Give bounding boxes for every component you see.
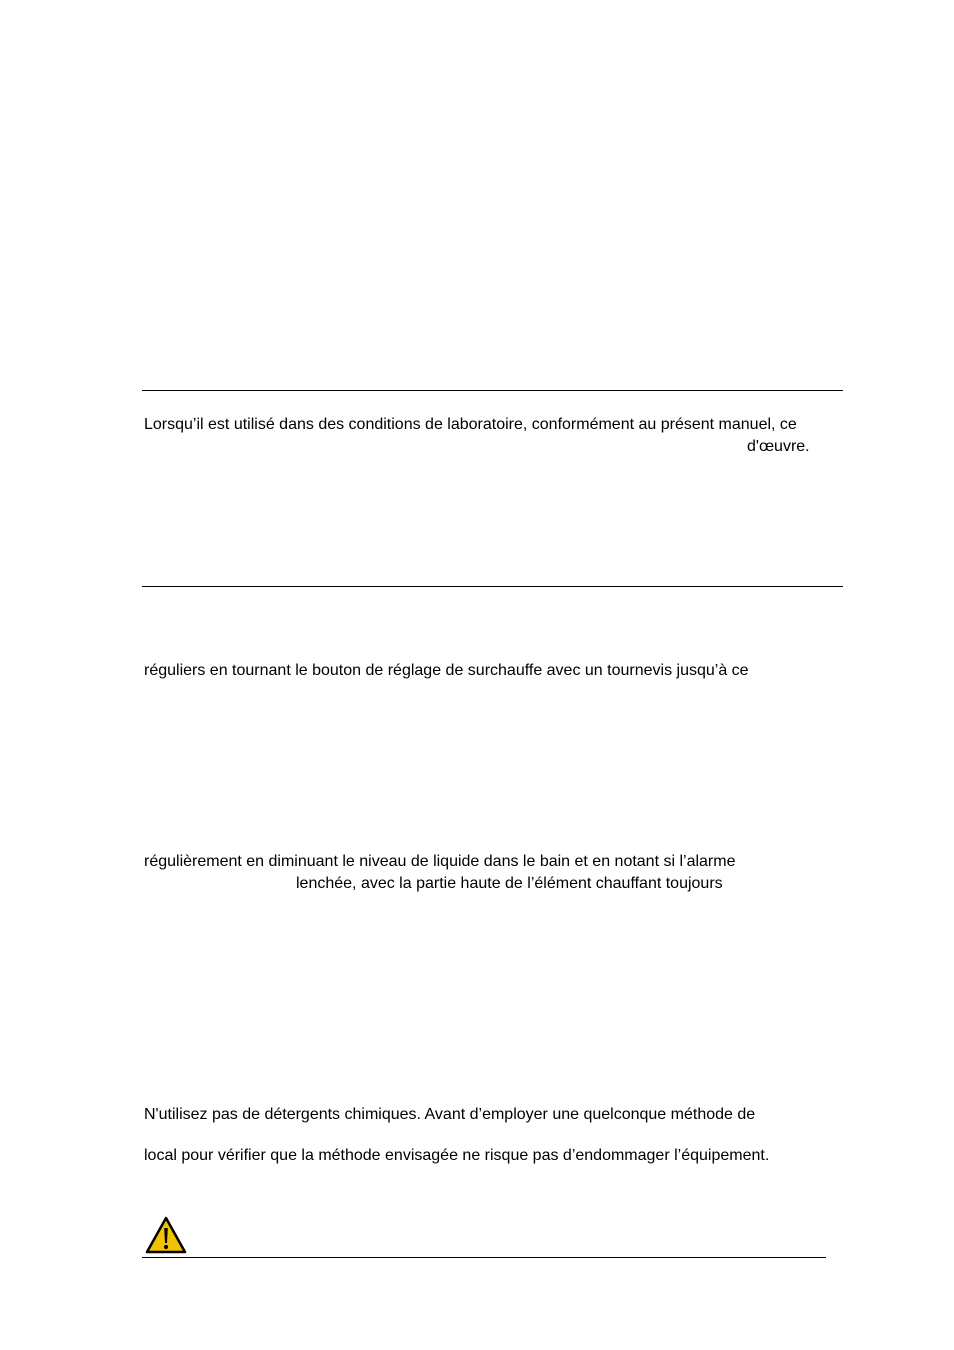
paragraph-4-line-2: local pour vérifier que la méthode envisagée ne risque pas d’endommager l’équipement. (144, 1147, 770, 1164)
horizontal-rule-top (142, 390, 843, 391)
horizontal-rule-bottom (142, 1257, 826, 1258)
paragraph-1-line-2: d'œuvre. (747, 438, 810, 455)
paragraph-4-line-1: N'utilisez pas de détergents chimiques. Avant d’employer une quelconque méthode de (144, 1106, 756, 1123)
paragraph-3-line-2: lenchée, avec la partie haute de l’élément chauffant toujours (296, 875, 723, 892)
warning-triangle-icon (145, 1216, 187, 1254)
paragraph-1-line-1: Lorsqu’il est utilisé dans des conditions de laboratoire, conformément au présent manuel, ce (144, 416, 797, 433)
horizontal-rule-middle (142, 586, 843, 587)
paragraph-3-line-1: régulièrement en diminuant le niveau de liquide dans le bain et en notant si l’alarme (144, 853, 736, 870)
paragraph-2-line-1: réguliers en tournant le bouton de réglage de surchauffe avec un tournevis jusqu’à ce (144, 662, 749, 679)
